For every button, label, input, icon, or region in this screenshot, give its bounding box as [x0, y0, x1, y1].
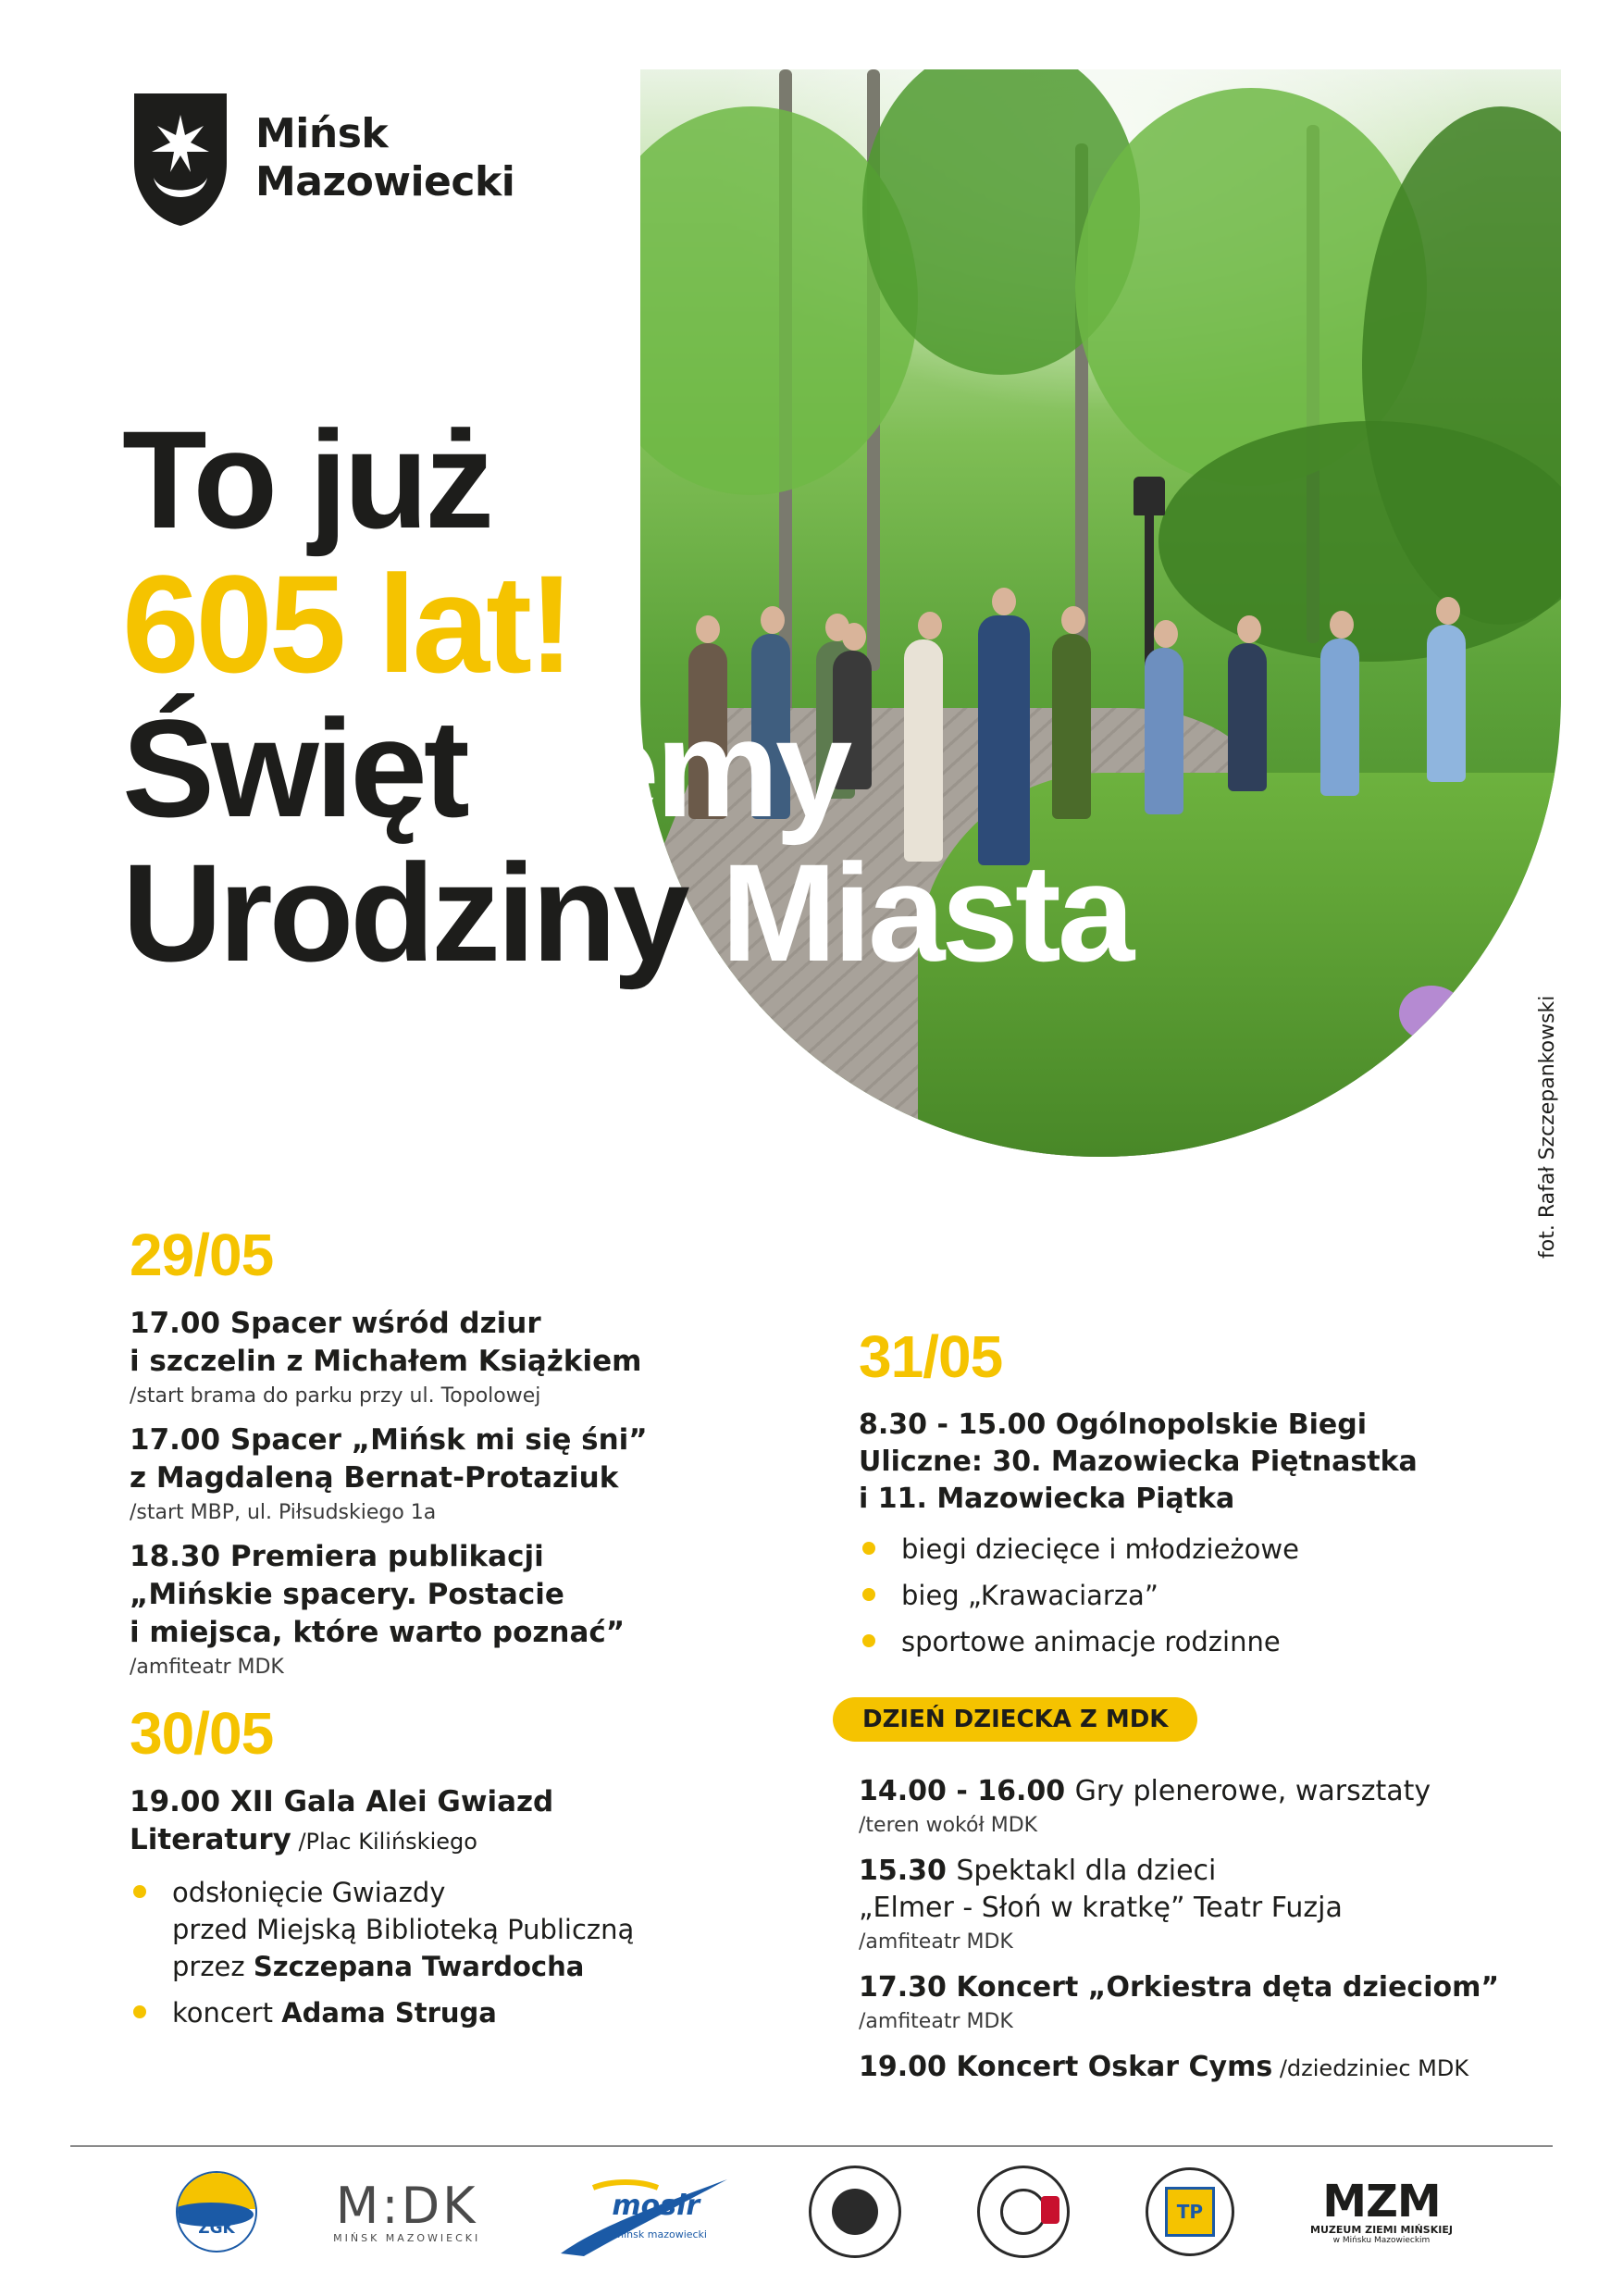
headline-years-a: la: [377, 546, 487, 701]
mzm-subtext-2: w Mińsku Mazowieckim: [1332, 2235, 1431, 2245]
event-title: [130, 1821, 777, 1861]
headline-line4-light: Miasta: [721, 835, 1132, 990]
event: [130, 1305, 777, 1412]
event: [130, 1783, 777, 1861]
headline-line3-light: ujemy: [465, 690, 849, 846]
bullet-item: [859, 1623, 1525, 1660]
event: [859, 1853, 1525, 1958]
headline: [122, 402, 1132, 990]
bullet-text: bieg „Krawaciarza”: [901, 1580, 1158, 1611]
event-title: 18.30 Premiera publikacji: [130, 1540, 544, 1573]
event-location: /start brama do parku przy ul. Topolowej: [130, 1384, 541, 1408]
headline-line4-dark: Urodziny: [122, 835, 687, 990]
city-name: [255, 110, 514, 206]
headline-line1: To już: [122, 402, 491, 557]
event: [130, 1538, 777, 1683]
footer-divider: [70, 2145, 1553, 2147]
event-name: Spektakl dla dzieci: [956, 1855, 1217, 1887]
headline-line3: [122, 690, 1131, 846]
photo-credit: fot. Rafał Szczepankowski: [1536, 995, 1559, 1259]
mzm-subtext: MUZEUM ZIEMI MIŃSKIEJ: [1310, 2223, 1453, 2236]
bullet-dot-icon: [133, 2005, 146, 2018]
event-title: z Magdaleną Bernat-Protaziuk: [130, 1461, 619, 1495]
event-name: 19.00 Koncert Oskar Cyms: [859, 2051, 1273, 2083]
bullet-text-part: przez: [172, 1951, 254, 1982]
event: [859, 1969, 1525, 2038]
bullet-item: [130, 1874, 777, 1985]
event-location: /amfiteatr MDK: [859, 1930, 1013, 1954]
date-heading: 31/05: [859, 1323, 1003, 1390]
bullet-text: sportowe animacje rodzinne: [901, 1626, 1281, 1657]
shrubs: [1158, 421, 1561, 662]
event-title: [859, 1890, 1525, 1927]
event-title: [859, 2049, 1525, 2087]
partner-mosir-logo: [556, 2166, 732, 2258]
tpmm-seal-icon: [1146, 2167, 1234, 2256]
event-location: /amfiteatr MDK: [859, 2010, 1013, 2033]
mosir-subtext: mińsk mazowiecki: [613, 2228, 707, 2240]
headline-years-b: t!: [486, 546, 571, 701]
event: [859, 1407, 1525, 1518]
person: [1427, 625, 1466, 782]
city-crest-icon: [130, 89, 231, 228]
headline-line3-dark: Święt: [122, 690, 466, 846]
headline-line2: [122, 546, 1131, 701]
event-location: /Plac Kilińskiego: [291, 1829, 477, 1855]
program-right-column: [859, 1323, 1525, 2094]
zgk-text: ZGK: [198, 2219, 235, 2238]
event-title: i 11. Mazowiecka Piątka: [859, 1483, 1235, 1515]
event-title: i miejsca, które warto poznać”: [130, 1616, 626, 1649]
event-title: [859, 1773, 1525, 1810]
person-head: [1436, 597, 1460, 625]
person: [1145, 648, 1183, 814]
city-logo: [130, 89, 514, 228]
event-title: 17.00 Spacer wśród dziur: [130, 1307, 541, 1340]
event-location: /amfiteatr MDK: [130, 1656, 284, 1679]
event: [859, 1773, 1525, 1842]
event: [130, 1421, 777, 1529]
partner-library-logo: [809, 2166, 901, 2258]
event: [859, 2049, 1525, 2087]
event-time: 15.30: [859, 1855, 957, 1887]
mzm-text: MZM: [1322, 2175, 1441, 2228]
event-title: „Mińskie spacery. Postacie: [130, 1578, 564, 1611]
bullet-dot-icon: [862, 1588, 875, 1601]
bullet-dot-icon: [862, 1634, 875, 1647]
event-title: Uliczne: 30. Mazowiecka Piętnastka: [859, 1446, 1418, 1478]
person-head: [1154, 620, 1178, 648]
tpmm-text: TP: [1165, 2187, 1215, 2237]
bullet-item: [130, 1994, 777, 2031]
library-seal-icon: [809, 2166, 901, 2258]
date-heading: 30/05: [130, 1700, 274, 1767]
mdk-text: M:DK: [335, 2176, 478, 2235]
date-heading: 29/05: [130, 1222, 274, 1288]
headline-number: 605: [122, 546, 343, 701]
event-location: /dziedziniec MDK: [1272, 2055, 1469, 2081]
city-name-line1: Mińsk: [255, 110, 389, 157]
bullet-text-part: koncert: [172, 1997, 282, 2029]
partner-zgk-logo: [176, 2166, 257, 2258]
bullet-dot-icon: [862, 1542, 875, 1555]
orchestra-seal-icon: [977, 2166, 1070, 2258]
event-title: 17.30 Koncert „Orkiestra dęta dzieciom”: [859, 1971, 1500, 2004]
person-head: [1237, 615, 1261, 643]
person: [1228, 643, 1267, 791]
program-left-column: [130, 1222, 777, 2041]
bullet-text: odsłonięcie Gwiazdy: [172, 1877, 446, 1908]
event-location: /start MBP, ul. Piłsudskiego 1a: [130, 1501, 437, 1524]
bullet-text-bold: Adama Struga: [281, 1997, 497, 2029]
event-title: i szczelin z Michałem Książkiem: [130, 1345, 642, 1378]
event-location: /teren wokół MDK: [859, 1814, 1038, 1837]
person-head: [1330, 611, 1354, 639]
rhododendron-flower: [1399, 986, 1464, 1041]
bullet-dot-icon: [133, 1885, 146, 1898]
event-time: 14.00 - 16.00: [859, 1775, 1075, 1807]
person: [1320, 639, 1359, 796]
event-title: 19.00 XII Gala Alei Gwiazd: [130, 1785, 554, 1818]
partner-logos: [176, 2161, 1453, 2263]
bullet-item: [859, 1577, 1525, 1614]
event-title: 8.30 - 15.00 Ogólnopolskie Biegi: [859, 1409, 1368, 1441]
partner-orchestra-logo: [977, 2166, 1070, 2258]
kids-day-badge: DZIEŃ DZIECKA Z MDK: [833, 1697, 1197, 1742]
bullet-text: przed Miejską Biblioteką Publiczną: [172, 1914, 635, 1945]
city-name-line2: Mazowiecki: [255, 158, 515, 205]
mdk-subtext: MIŃSK MAZOWIECKI: [333, 2231, 481, 2244]
event-name: Gry plenerowe, warsztaty: [1074, 1775, 1431, 1807]
event-name: „Elmer - Słoń w kratkę” Teatr Fuzja: [859, 1892, 1343, 1924]
bullet-list: [859, 1531, 1525, 1660]
zgk-emblem-icon: [176, 2171, 257, 2253]
event-title: 17.00 Spacer „Mińsk mi się śni”: [130, 1423, 648, 1457]
headline-line4: [122, 835, 1132, 990]
partner-museum-logo: [1310, 2166, 1453, 2258]
event-title: [859, 1853, 1525, 1890]
partner-tpmm-logo: [1146, 2166, 1234, 2258]
mosir-text: mosir: [612, 2190, 700, 2222]
event-title-part: Literatury: [130, 1823, 291, 1856]
bullet-text: biegi dziecięce i młodzieżowe: [901, 1533, 1299, 1565]
bullet-item: [859, 1531, 1525, 1568]
bullet-text: [172, 1948, 777, 1985]
partner-mdk-logo: [333, 2166, 480, 2258]
bullet-text-bold: Szczepana Twardocha: [253, 1951, 585, 1982]
bullet-list: [130, 1874, 777, 2031]
